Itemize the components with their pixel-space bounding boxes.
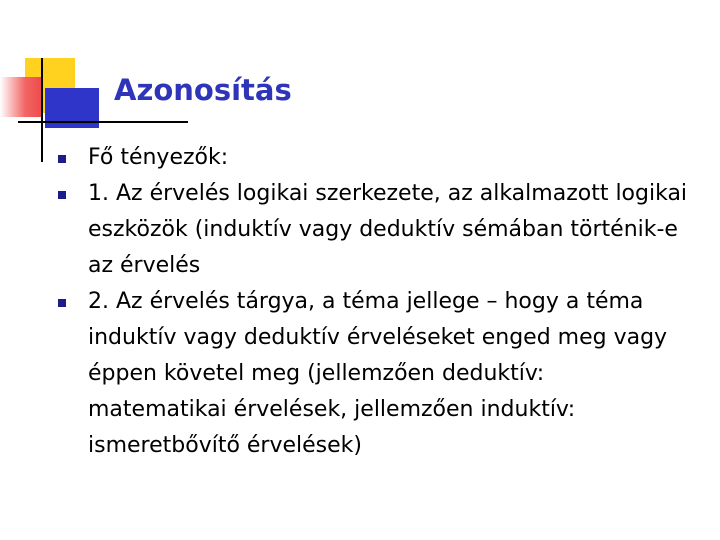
decorative-horizontal-line [18,121,188,123]
bullet-item [58,140,688,176]
bullet-item [58,284,688,464]
bullet-text: 2. Az érvelés tárgya, a téma jellege – hogy a téma induktív vagy deduktív érveléseket enged meg vagy éppen követel meg (jellemzően deduktív: matematikai érvelések, jellemzően induktív: ismeretbővítő érvelések) [88,289,668,458]
bullet-text: 1. Az érvelés logikai szerkezete, az alkalmazott logikai eszközök (induktív vagy deduktív sémában történik-e az érvelés [88,181,688,278]
bullet-item [58,176,688,284]
square-bullet-icon [58,191,66,199]
square-bullet-icon [58,155,66,163]
bullet-text: Fő tényezők: [88,145,229,170]
slide-title: Azonosítás [114,73,292,107]
decorative-vertical-line [41,58,43,162]
square-bullet-icon [58,299,66,307]
decorative-red-gradient-block [0,77,42,117]
bullet-list [58,140,688,464]
